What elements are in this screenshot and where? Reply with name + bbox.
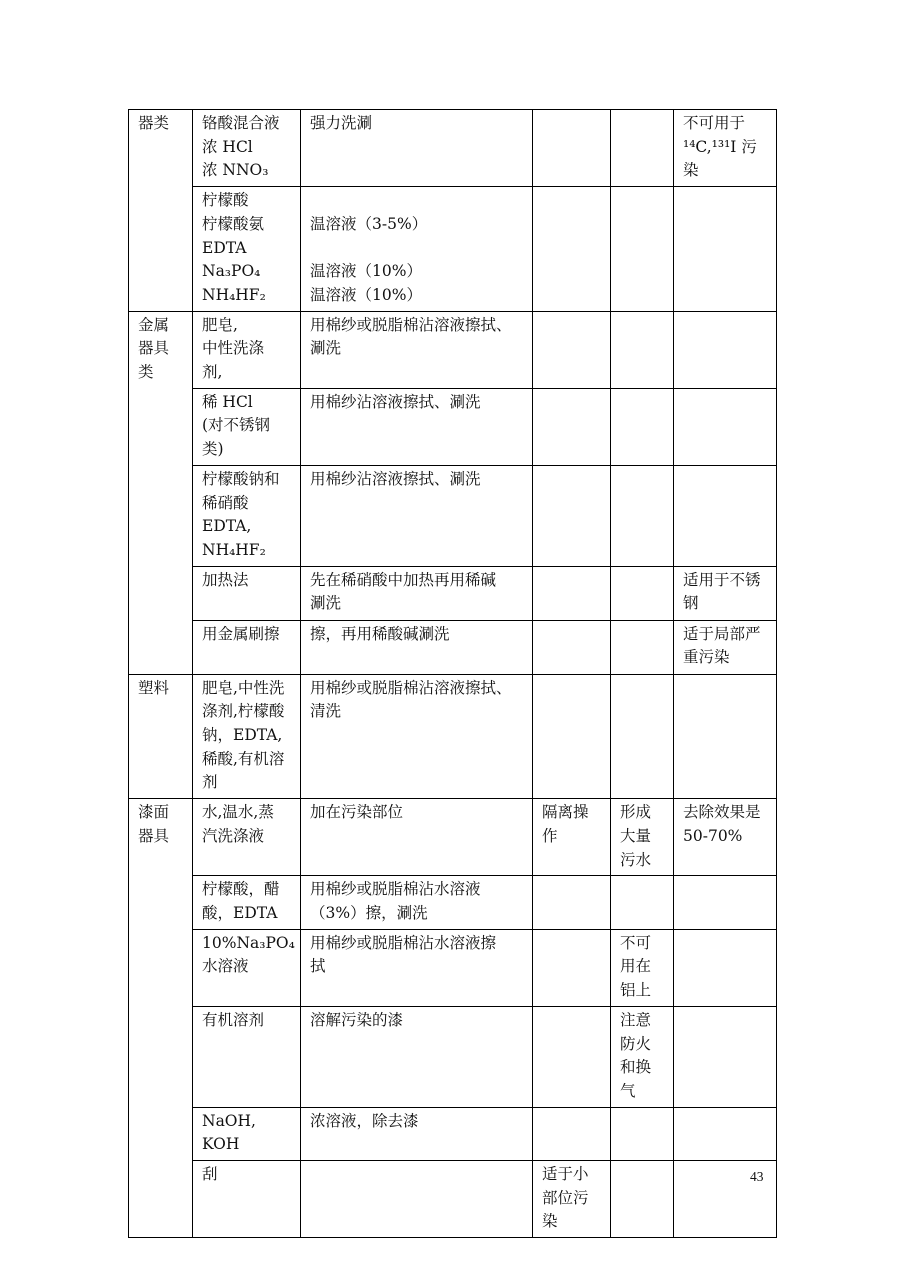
- table-cell: [533, 876, 611, 929]
- table-cell: [611, 876, 674, 929]
- note-cell: [674, 388, 777, 465]
- note-cell: [674, 1107, 777, 1160]
- note-cell: 适于局部严 重污染: [674, 620, 777, 674]
- method-cell: 有机溶剂: [193, 1006, 301, 1107]
- table-cell: 不可 用在 铝上: [611, 929, 674, 1006]
- operation-cell: [301, 1161, 533, 1238]
- note-cell: [674, 929, 777, 1006]
- operation-cell: 擦，再用稀酸碱涮洗: [301, 620, 533, 674]
- table-cell: [611, 465, 674, 566]
- table-cell: [611, 187, 674, 312]
- note-cell: [674, 465, 777, 566]
- note-cell: 不可用于 ¹⁴C,¹³¹I 污染: [674, 110, 777, 187]
- operation-cell: 先在稀硝酸中加热再用稀碱 涮洗: [301, 566, 533, 620]
- table-cell: [533, 566, 611, 620]
- table-row: [129, 110, 777, 187]
- table-cell: [533, 674, 611, 799]
- method-cell: 柠檬酸，醋 酸，EDTA: [193, 876, 301, 929]
- table-row: [129, 388, 777, 465]
- table-cell: [533, 465, 611, 566]
- operation-cell: 用棉纱或脱脂棉沾溶液擦拭、 清洗: [301, 674, 533, 799]
- note-cell: [674, 187, 777, 312]
- table-row: [129, 1161, 777, 1238]
- note-cell: [674, 876, 777, 929]
- table-cell: [611, 1107, 674, 1160]
- note-cell: [674, 674, 777, 799]
- method-cell: 铬酸混合液 浓 HCl 浓 NNO₃: [193, 110, 301, 187]
- operation-cell: 溶解污染的漆: [301, 1006, 533, 1107]
- table-cell: 适于小 部位污 染: [533, 1161, 611, 1238]
- table-cell: [533, 311, 611, 388]
- method-cell: 柠檬酸钠和 稀硝酸 EDTA, NH₄HF₂: [193, 465, 301, 566]
- category-cell: 器类: [129, 110, 193, 312]
- decontamination-table: [128, 109, 777, 1238]
- table-row: [129, 187, 777, 312]
- note-cell: [674, 1006, 777, 1107]
- table-row: [129, 799, 777, 876]
- category-cell: 塑料: [129, 674, 193, 799]
- table-cell: [533, 620, 611, 674]
- table-cell: [611, 674, 674, 799]
- method-cell: 肥皂,中性洗 涤剂,柠檬酸 钠，EDTA, 稀酸,有机溶 剂: [193, 674, 301, 799]
- table-row: [129, 620, 777, 674]
- table-cell: [533, 1107, 611, 1160]
- method-cell: 柠檬酸 柠檬酸氨 EDTA Na₃PO₄ NH₄HF₂: [193, 187, 301, 312]
- category-cell: 漆面 器具: [129, 799, 193, 1238]
- table-cell: [611, 620, 674, 674]
- table-cell: 隔离操 作: [533, 799, 611, 876]
- operation-cell: 浓溶液，除去漆: [301, 1107, 533, 1160]
- table-cell: [611, 566, 674, 620]
- table-row: [129, 1107, 777, 1160]
- method-cell: 水,温水,蒸 汽洗涤液: [193, 799, 301, 876]
- table-cell: [611, 311, 674, 388]
- table-row: [129, 876, 777, 929]
- note-cell: [674, 311, 777, 388]
- table-cell: 形成 大量 污水: [611, 799, 674, 876]
- table-cell: [611, 1161, 674, 1238]
- note-cell: 适用于不锈 钢: [674, 566, 777, 620]
- note-cell: 去除效果是 50-70%: [674, 799, 777, 876]
- method-cell: 10%Na₃PO₄ 水溶液: [193, 929, 301, 1006]
- table-cell: [533, 929, 611, 1006]
- table-row: [129, 1006, 777, 1107]
- operation-cell: 强力洗涮: [301, 110, 533, 187]
- table-row: [129, 674, 777, 799]
- operation-cell: 温溶液（3-5%） 温溶液（10%） 温溶液（10%）: [301, 187, 533, 312]
- operation-cell: 用棉纱或脱脂棉沾水溶液 （3%）擦，涮洗: [301, 876, 533, 929]
- table-cell: [533, 1006, 611, 1107]
- table-row: [129, 465, 777, 566]
- operation-cell: 用棉纱沾溶液擦拭、涮洗: [301, 465, 533, 566]
- table-row: [129, 929, 777, 1006]
- table-cell: 注意 防火 和换 气: [611, 1006, 674, 1107]
- table-cell: [533, 110, 611, 187]
- category-cell: 金属 器具 类: [129, 311, 193, 674]
- method-cell: 用金属刷擦: [193, 620, 301, 674]
- method-cell: 肥皂, 中性洗涤 剂,: [193, 311, 301, 388]
- page-number: 43: [750, 1169, 764, 1184]
- table-row: [129, 311, 777, 388]
- method-cell: 刮: [193, 1161, 301, 1238]
- operation-cell: 用棉纱沾溶液擦拭、涮洗: [301, 388, 533, 465]
- operation-cell: 用棉纱或脱脂棉沾水溶液擦 拭: [301, 929, 533, 1006]
- table-cell: [611, 388, 674, 465]
- table-cell: [533, 187, 611, 312]
- table-cell: [533, 388, 611, 465]
- method-cell: 加热法: [193, 566, 301, 620]
- table-cell: [611, 110, 674, 187]
- operation-cell: 用棉纱或脱脂棉沾溶液擦拭、 涮洗: [301, 311, 533, 388]
- table-row: [129, 566, 777, 620]
- operation-cell: 加在污染部位: [301, 799, 533, 876]
- method-cell: 稀 HCl (对不锈钢 类): [193, 388, 301, 465]
- method-cell: NaOH, KOH: [193, 1107, 301, 1160]
